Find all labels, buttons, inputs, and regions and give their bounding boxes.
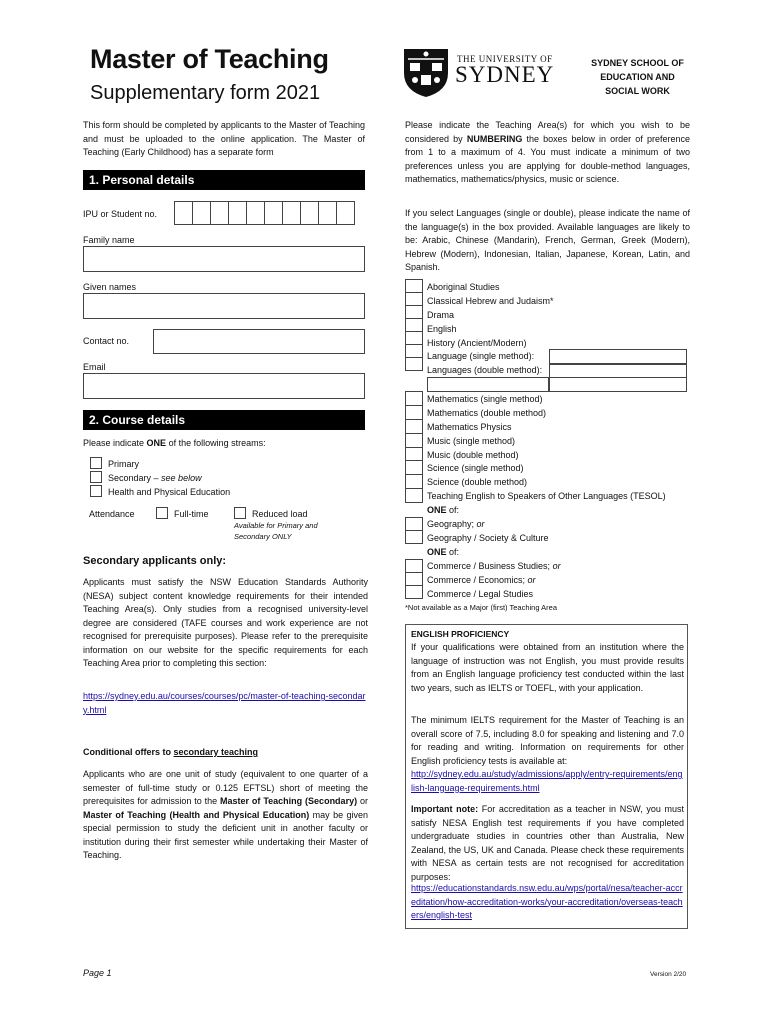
stream-hpe-label: Health and Physical Education bbox=[108, 487, 231, 497]
ipu-digit-cell[interactable] bbox=[282, 201, 301, 225]
nesa-english-test-link[interactable]: https://educationstandards.nsw.edu.au/wps/portal/nesa/teacher-accreditation/how-accreditation-works/your-accreditation/overseas-teachers/english-test bbox=[411, 883, 683, 920]
teaching-area-item: Classical Hebrew and Judaism* bbox=[427, 295, 554, 306]
english-requirements-link[interactable]: http://sydney.edu.au/study/admissions/apply/entry-requirements/english-language-requirements.html bbox=[411, 769, 683, 793]
page-subtitle: Supplementary form 2021 bbox=[90, 82, 321, 104]
language-double-field-2[interactable] bbox=[427, 377, 549, 392]
contact-label: Contact no. bbox=[83, 336, 130, 346]
commerce-box-3[interactable] bbox=[405, 585, 423, 599]
logo-line-1: THE UNIVERSITY OF bbox=[457, 54, 553, 64]
attendance-label: Attendance bbox=[89, 509, 135, 519]
stream-secondary-checkbox[interactable] bbox=[90, 471, 102, 483]
ipu-digit-cell[interactable] bbox=[300, 201, 319, 225]
ipu-digit-cell[interactable] bbox=[192, 201, 211, 225]
geography-box-1[interactable] bbox=[405, 517, 423, 531]
languages-note: If you select Languages (single or double), please indicate the name of the language(s) in the box provided. Available languages are likely to be: Arabic, Chinese (Mandarin), French, German, Greek (Modern), Hebrew (Modern), Indonesian, Italian, Japanese, Korean, Latin, and Spanish. bbox=[405, 208, 690, 272]
contact-field[interactable] bbox=[153, 329, 365, 354]
preference-box[interactable] bbox=[405, 419, 423, 434]
email-label: Email bbox=[83, 362, 106, 372]
commerce-options: ONE of: Commerce / Business Studies; or Commerce / Economics; or Commerce / Legal Studies bbox=[427, 547, 561, 599]
given-names-label: Given names bbox=[83, 282, 137, 292]
university-crest-icon bbox=[402, 47, 450, 99]
english-p2: The minimum IELTS requirement for the Master of Teaching is an overall score of 7.5, including 8.0 for speaking and listening and 7.0 for reading and writing. Information on requirements for other English proficiency tests is available at: bbox=[411, 715, 684, 766]
language-single-field[interactable] bbox=[549, 349, 687, 364]
reduced-load-checkbox[interactable] bbox=[234, 507, 246, 519]
teaching-area-item: Mathematics Physics bbox=[427, 421, 512, 432]
page-number: Page 1 bbox=[83, 968, 112, 978]
preference-box[interactable] bbox=[405, 318, 423, 332]
language-double-field-3[interactable] bbox=[549, 377, 687, 392]
conditional-offers-body: Applicants who are one unit of study (equivalent to one quarter of a semester of full-time study or 0.125 EFTSL) short of meeting the prerequisites for admission to the Master of Teaching (Secondary) or Master of Teaching (Health and Physical Education) may be given special permission to study the deficient unit in another faculty or institution during their first semester while undertaking their Master of Teaching. bbox=[83, 769, 369, 860]
fulltime-label: Full-time bbox=[174, 509, 209, 519]
reduced-load-note: Available for Primary and Secondary ONLY bbox=[234, 521, 318, 541]
teaching-area-item: Music (single method) bbox=[427, 435, 516, 446]
ipu-digit-cell[interactable] bbox=[210, 201, 229, 225]
given-names-field[interactable] bbox=[83, 293, 365, 319]
teaching-area-item: Drama bbox=[427, 309, 455, 320]
teaching-area-item: Mathematics (double method) bbox=[427, 407, 547, 418]
school-line-2: EDUCATION AND bbox=[600, 72, 675, 82]
stream-secondary-label: Secondary – see below bbox=[108, 473, 202, 483]
preference-box[interactable] bbox=[405, 305, 423, 319]
teaching-area-list-2 bbox=[427, 393, 666, 504]
stream-hpe-checkbox[interactable] bbox=[90, 485, 102, 497]
english-p1: If your qualifications were obtained from an institution where the language of instruction was not English, you must provide results from an English language proficiency test conducted within the last two years, such as IELTS or TOEFL, with your application. bbox=[411, 642, 684, 693]
logo-line-2: SYDNEY bbox=[455, 62, 555, 87]
family-name-label: Family name bbox=[83, 235, 135, 245]
preference-box[interactable] bbox=[405, 279, 423, 293]
secondary-heading: Secondary applicants only: bbox=[83, 555, 227, 567]
conditional-offers-heading: Conditional offers to secondary teaching bbox=[83, 747, 259, 757]
teaching-area-boxes-group-2[interactable] bbox=[405, 391, 423, 503]
teaching-area-list-1 bbox=[427, 281, 554, 378]
teaching-area-item: Languages (double method): bbox=[427, 365, 543, 376]
ipu-label: IPU or Student no. bbox=[83, 209, 158, 219]
preference-box[interactable] bbox=[405, 405, 423, 420]
fulltime-checkbox[interactable] bbox=[156, 507, 168, 519]
preference-box[interactable] bbox=[405, 331, 423, 345]
preference-box[interactable] bbox=[405, 391, 423, 406]
teaching-area-item: Science (single method) bbox=[427, 463, 524, 474]
preference-box[interactable] bbox=[405, 488, 423, 503]
preference-box[interactable] bbox=[405, 344, 423, 358]
ipu-digit-cell[interactable] bbox=[174, 201, 193, 225]
ipu-digit-cell[interactable] bbox=[246, 201, 265, 225]
commerce-box-1[interactable] bbox=[405, 559, 423, 573]
teaching-area-instructions: Please indicate the Teaching Area(s) for which you wish to be considered by NUMBERING the boxes below in order of preference from 1 to a maximum of 4. You must indicate a minimum of two preferences unless you are applying for double-method languages, mathematics, mathematics/physics, music or science. bbox=[405, 120, 690, 184]
teaching-area-item: History (Ancient/Modern) bbox=[427, 337, 527, 348]
preference-box[interactable] bbox=[405, 433, 423, 448]
teaching-area-item: Language (single method): bbox=[427, 351, 535, 362]
teaching-area-item: Teaching English to Speakers of Other Languages (TESOL) bbox=[427, 491, 666, 502]
teaching-area-item: Aboriginal Studies bbox=[427, 282, 500, 292]
geography-box-2[interactable] bbox=[405, 530, 423, 544]
preference-box[interactable] bbox=[405, 357, 423, 371]
stream-primary-checkbox[interactable] bbox=[90, 457, 102, 469]
commerce-box-2[interactable] bbox=[405, 572, 423, 586]
school-name bbox=[580, 56, 695, 98]
reduced-load-label: Reduced load bbox=[252, 509, 308, 519]
geography-options: ONE of: Geography; or Geography / Society & Culture bbox=[427, 505, 549, 543]
version-label: Version 2/20 bbox=[650, 971, 687, 978]
school-line-1: SYDNEY SCHOOL OF bbox=[591, 58, 684, 68]
ipu-digit-cell[interactable] bbox=[318, 201, 337, 225]
preference-box[interactable] bbox=[405, 447, 423, 462]
english-important-note: Important note: For accreditation as a teacher in NSW, you must satisfy NESA English test requirements if you have completed undergraduate studies in countries other than Australia, New Zealand, the US, UK and Canada. Please check these requirements with NESA as certain tests are not recognised for accreditation purposes: bbox=[411, 804, 684, 882]
teaching-area-item: Mathematics (single method) bbox=[427, 394, 543, 404]
teaching-area-item: Music (double method) bbox=[427, 449, 519, 460]
ipu-digit-cell[interactable] bbox=[228, 201, 247, 225]
ipu-digit-cell[interactable] bbox=[336, 201, 355, 225]
email-field[interactable] bbox=[83, 373, 365, 399]
family-name-field[interactable] bbox=[83, 246, 365, 272]
stream-primary-label: Primary bbox=[108, 459, 139, 469]
secondary-body: Applicants must satisfy the NSW Education Standards Authority (NESA) subject content knowledge requirements for their intended Teaching Area(s). Only studies from a recognised university-level degree are considered (TAFE courses and work experience are not recognised for prerequisite purposes). Please refer to the prerequisite information on our website for the specific requirements for each Teaching Area prior to completing this section: bbox=[83, 577, 368, 668]
teaching-area-item: Science (double method) bbox=[427, 477, 528, 488]
streams-instruction: Please indicate ONE of the following streams: bbox=[83, 438, 266, 448]
ipu-digit-cell[interactable] bbox=[264, 201, 283, 225]
intro-text: This form should be completed by applicants to the Master of Teaching and must be uploaded to the online application. The Master of Teaching (Early Childhood) has a separate form bbox=[83, 120, 365, 157]
school-line-3: SOCIAL WORK bbox=[605, 86, 670, 96]
preference-box[interactable] bbox=[405, 460, 423, 475]
ipu-input[interactable] bbox=[174, 201, 355, 225]
preference-box[interactable] bbox=[405, 474, 423, 489]
secondary-link[interactable]: https://sydney.edu.au/courses/courses/pc/master-of-teaching-secondary.html bbox=[83, 691, 366, 715]
footnote: *Not available as a Major (first) Teaching Area bbox=[405, 603, 558, 612]
english-heading: ENGLISH PROFICIENCY bbox=[411, 629, 510, 639]
personal-details-heading: 1. Personal details bbox=[83, 170, 365, 190]
preference-box[interactable] bbox=[405, 292, 423, 306]
teaching-area-boxes-group-1[interactable] bbox=[405, 279, 423, 371]
teaching-area-item: English bbox=[427, 323, 457, 334]
page-title: Master of Teaching bbox=[90, 44, 329, 74]
course-details-heading: 2. Course details bbox=[83, 410, 365, 430]
